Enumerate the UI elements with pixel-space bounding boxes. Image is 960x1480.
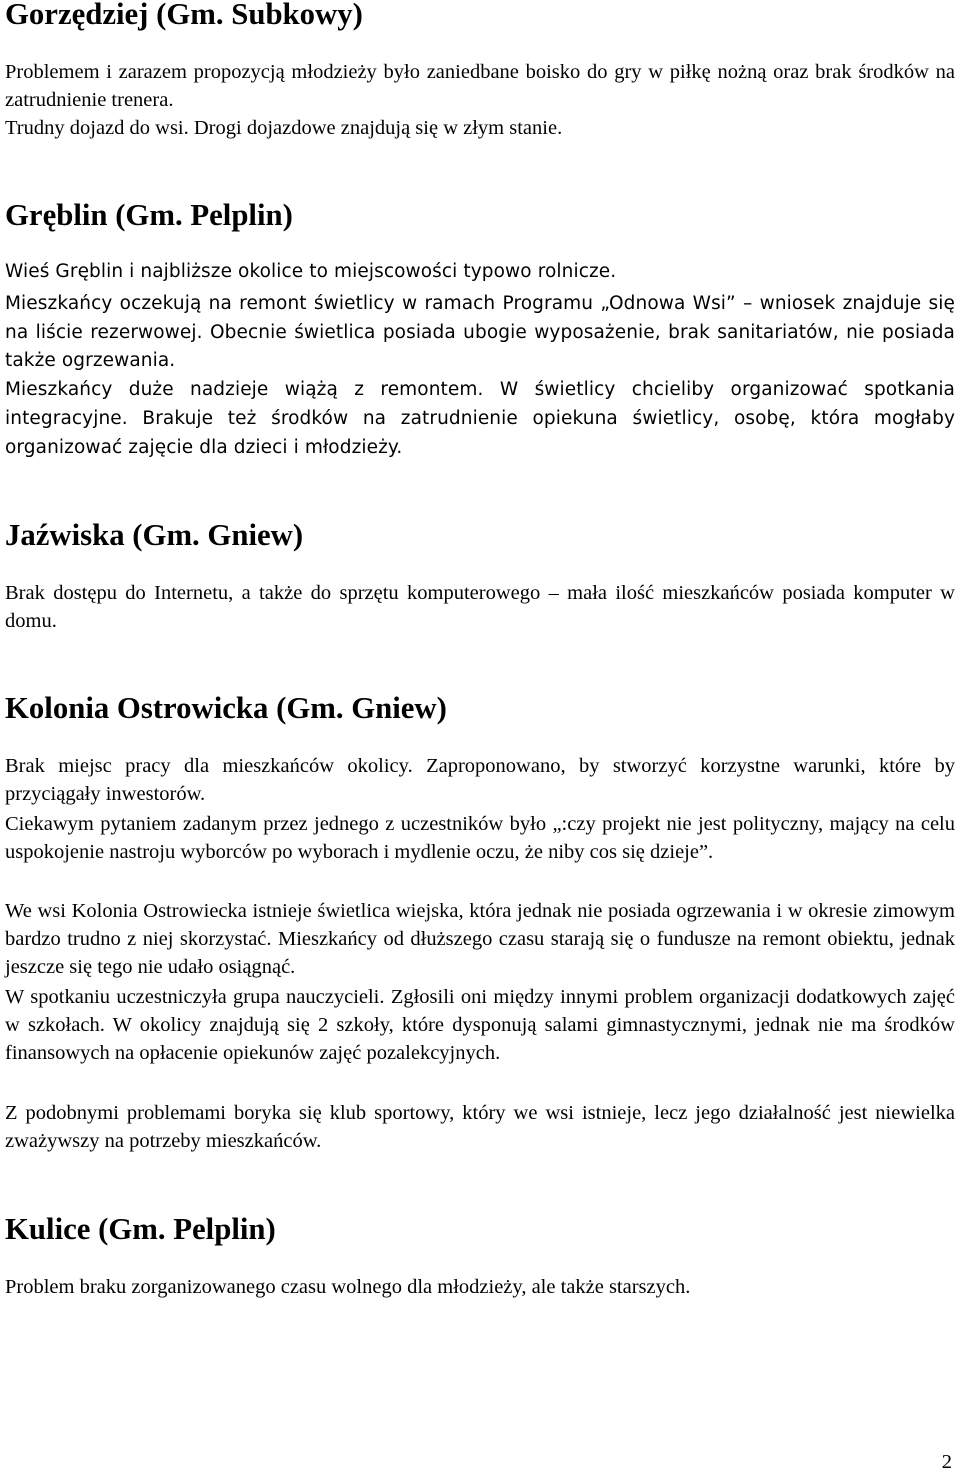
paragraph: Trudny dojazd do wsi. Drogi dojazdowe znajdują się w złym stanie. — [5, 117, 563, 139]
paragraph: Wieś Gręblin i najbliższe okolice to miejscowości typowo rolnicze. — [5, 261, 617, 282]
paragraph: Brak miejsc pracy dla mieszkańców okolicy. Zaproponowano, by stworzyć korzystne warunki, które by przyciągały inwestorów. — [5, 755, 955, 805]
paragraph: Ciekawym pytaniem zadanym przez jednego z uczestników było „:czy projekt nie jest polityczny, mający na celu uspokojenie nastroju wyborców po wyborach i mydlenie oczu, że niby cos się dzieje”. — [5, 813, 955, 863]
section-title-gorzedziej: Gorzędziej (Gm. Subkowy) — [5, 0, 363, 31]
paragraph: Mieszkańcy oczekują na remont świetlicy w ramach Programu „Odnowa Wsi” – wniosek znajduje się na liście rezerwowej. Obecnie świetlica posiada ubogie wyposażenie, brak sanitariatów, nie posiada także ogrzewania. — [5, 293, 955, 371]
paragraph: Z podobnymi problemami boryka się klub sportowy, który we wsi istnieje, lecz jego działalność jest niewielka zważywszy na potrzeby mieszkańców. — [5, 1102, 955, 1152]
section-title-kolonia-ostrowicka: Kolonia Ostrowicka (Gm. Gniew) — [5, 691, 447, 725]
paragraph: We wsi Kolonia Ostrowiecka istnieje świetlica wiejska, która jednak nie posiada ogrzewania i w okresie zimowym bardzo trudno z niej skorzystać. Mieszkańcy od dłuższego czasu starają się o fundusze na remont obiektu, jednak jeszcze się tego nie udało osiągnąć. — [5, 900, 955, 978]
paragraph: Brak dostępu do Internetu, a także do sprzętu komputerowego – mała ilość mieszkańców posiada komputer w domu. — [5, 582, 955, 632]
paragraph: Problem braku zorganizowanego czasu wolnego dla młodzieży, ale także starszych. — [5, 1276, 691, 1298]
section-title-greblin: Gręblin (Gm. Pelplin) — [5, 198, 293, 232]
paragraph: Problemem i zarazem propozycją młodzieży było zaniedbane boisko do gry w piłkę nożną oraz brak środków na zatrudnienie trenera. — [5, 61, 955, 111]
page-number: 2 — [941, 1451, 952, 1473]
section-title-jazwiska: Jaźwiska (Gm. Gniew) — [5, 518, 304, 552]
section-title-kulice: Kulice (Gm. Pelplin) — [5, 1212, 276, 1246]
paragraph: W spotkaniu uczestniczyła grupa nauczycieli. Zgłosili oni między innymi problem organizacji dodatkowych zajęć w szkołach. W okolicy znajdują się 2 szkoły, które dysponują salami gimnastycznymi, jednak nie ma środków finansowych na opłacenie opiekunów zajęć pozalekcyjnych. — [5, 986, 955, 1064]
paragraph: Mieszkańcy duże nadzieje wiążą z remontem. W świetlicy chcieliby organizować spotkania integracyjne. Brakuje też środków na zatrudnienie opiekuna świetlicy, osobę, która mogłaby organizować zajęcie dla dzieci i młodzieży. — [5, 379, 955, 458]
